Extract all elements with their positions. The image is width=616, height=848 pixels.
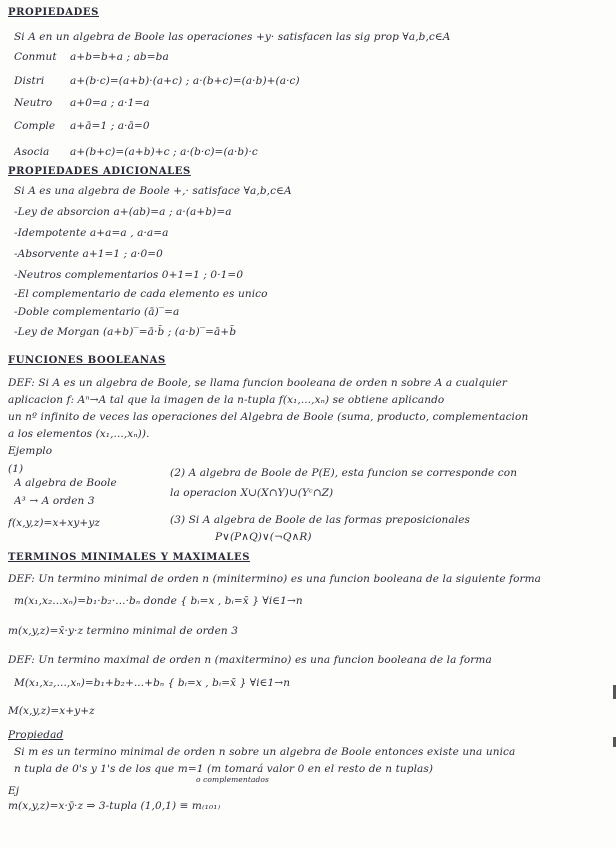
complementario-unico: -El complementario de cada elemento es unico	[14, 288, 268, 300]
prop-neutro	[14, 96, 614, 110]
prop-label: Comple	[14, 120, 56, 132]
ejemplo-1-num: (1)	[8, 463, 24, 475]
prop-complementario	[14, 119, 614, 133]
funcion-def-line-2: aplicacion f: Aⁿ→A tal que la imagen de la n-tupla f(x₁,...,xₙ) se obtiene aplicando	[8, 394, 445, 406]
ejemplo-3-formula: P∨(P∧Q)∨(¬Q∧R)	[215, 531, 312, 543]
minimal-formula: m(x₁,x₂...xₙ)=b₁·b₂·...·bₙ donde { bᵢ=x , bᵢ=x̄ } ∀i∈1→n	[14, 595, 303, 607]
doble-complementario: -Doble complementario (ā)‾=a	[14, 306, 180, 318]
minimal-def: DEF: Un termino minimal de orden n (minitermino) es una funcion booleana de la siguiente forma	[8, 573, 542, 585]
prop-formula: a+0=a ; a·1=a	[70, 97, 150, 109]
propiedad-line-2: n tupla de 0's y 1's de los que m=1 (m tomará valor 0 en el resto de n tuplas)	[14, 763, 434, 775]
ejemplo-2-text: (2) A algebra de Boole de P(E), esta funcion se corresponde con	[170, 467, 518, 479]
ley-morgan: -Ley de Morgan (a+b)‾=ā·b̄ ; (a·b)‾=ā+b̄	[14, 326, 237, 338]
prop-label: Neutro	[14, 97, 53, 109]
prop-formula: a+(b+c)=(a+b)+c ; a·(b·c)=(a·b)·c	[70, 146, 258, 158]
ejemplo-1-map: A³ → A orden 3	[14, 495, 95, 507]
ejemplo-3-text: (3) Si A algebra de Boole de las formas preposicionales	[170, 514, 471, 526]
adicionales-intro: Si A es una algebra de Boole +,· satisface ∀a,b,c∈A	[14, 185, 292, 197]
prop-formula: a+(b·c)=(a+b)·(a+c) ; a·(b+c)=(a·b)+(a·c)	[70, 75, 300, 87]
prop-asociativa	[14, 145, 614, 159]
prop-conmutativa	[14, 50, 614, 64]
minimal-ejemplo: m(x,y,z)=x̄·y·z termino minimal de orden 3	[8, 625, 238, 637]
prop-label: Distri	[14, 75, 45, 87]
ejemplo-1-text: A algebra de Boole	[14, 477, 117, 489]
funcion-def-line-3: un nº infinito de veces las operaciones del Algebra de Boole (suma, producto, complementacion	[8, 411, 529, 423]
ejemplo-label: Ejemplo	[8, 445, 53, 457]
prop-formula: a+b=b+a ; ab=ba	[70, 51, 169, 63]
prop-label: Asocia	[14, 146, 50, 158]
propiedad-ejemplo: m(x,y,z)=x·ȳ·z ⇒ 3-tupla (1,0,1) ≡ m₍₁₀₁₎	[8, 800, 221, 812]
prop-label: Conmut	[14, 51, 57, 63]
propiedades-intro: Si A en un algebra de Boole las operaciones +y· satisfacen las sig prop ∀a,b,c∈A	[14, 31, 451, 43]
maximal-def: DEF: Un termino maximal de orden n (maxitermino) es una funcion booleana de la forma	[8, 654, 492, 666]
prop-distributiva	[14, 74, 614, 88]
prop-formula: a+ā=1 ; a·ā=0	[70, 120, 150, 132]
idempotente: -Idempotente a+a=a , a·a=a	[14, 227, 169, 239]
ley-absorcion: -Ley de absorcion a+(ab)=a ; a·(a+b)=a	[14, 206, 232, 218]
funcion-def-line-4: a los elementos (x₁,...,xₙ)).	[8, 428, 150, 440]
propiedad-title: Propiedad	[8, 729, 64, 741]
section-title-adicionales: PROPIEDADES ADICIONALES	[8, 166, 191, 177]
propiedad-note: o complementados	[196, 775, 269, 784]
ejemplo-2-operacion: la operacion X∪(X∩Y)∪(Yᶜ∩Z)	[170, 487, 334, 499]
section-title-funciones: FUNCIONES BOOLEANAS	[8, 355, 166, 366]
funcion-def-line-1: DEF: Si A es un algebra de Boole, se llama funcion booleana de orden n sobre A a cualquier	[8, 377, 507, 389]
neutros-complementarios: -Neutros complementarios 0+1=1 ; 0·1=0	[14, 269, 244, 281]
maximal-formula: M(x₁,x₂,...,xₙ)=b₁+b₂+...+bₙ { bᵢ=x , bᵢ=x̄ } ∀i∈1→n	[14, 677, 291, 689]
section-title-terminos: TERMINOS MINIMALES Y MAXIMALES	[8, 552, 251, 563]
propiedad-line-1: Si m es un termino minimal de orden n sobre un algebra de Boole entonces existe una unica	[14, 746, 516, 758]
ejemplo-1-funcion: f(x,y,z)=x+xy+yz	[8, 517, 100, 529]
absorvente: -Absorvente a+1=1 ; a·0=0	[14, 248, 163, 260]
ej-label: Ej	[8, 785, 20, 797]
maximal-ejemplo: M(x,y,z)=x+y+z	[8, 705, 95, 717]
section-title-propiedades: PROPIEDADES	[8, 7, 99, 18]
